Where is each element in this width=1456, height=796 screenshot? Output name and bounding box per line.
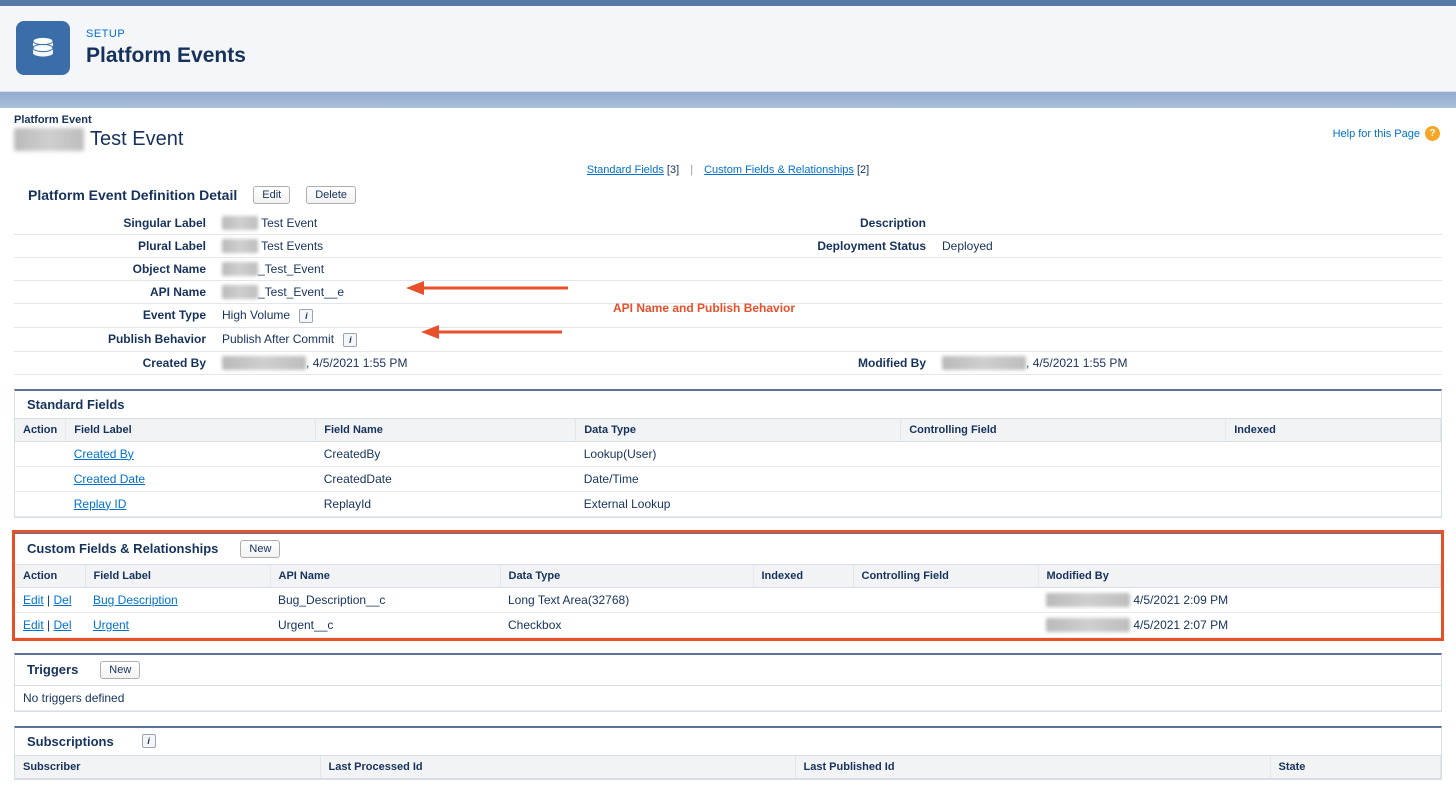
- col-last-published-id: Last Published Id: [795, 756, 1270, 779]
- publish-behavior-label: Publish Behavior: [14, 327, 214, 351]
- api-name-text: _Test_Event__e: [258, 285, 345, 299]
- jump-link-custom-fields[interactable]: Custom Fields & Relationships: [704, 164, 854, 176]
- col-subscriber: Subscriber: [15, 756, 320, 779]
- publish-behavior-value: [214, 327, 734, 351]
- col-api-name: API Name: [270, 565, 500, 588]
- api-name-label: API Name: [14, 281, 214, 304]
- custom-fields-table: [15, 565, 1441, 638]
- setup-header: [0, 0, 1456, 92]
- singular-label-text: Test Event: [261, 216, 318, 230]
- col-controlling-field: Controlling Field: [853, 565, 1038, 588]
- row-controlling-field: [853, 587, 1038, 612]
- table-header-row: [15, 419, 1441, 442]
- row-data-type: External Lookup: [576, 491, 901, 516]
- row-field-label[interactable]: [85, 612, 270, 637]
- jump-link-standard-fields-count: [3]: [666, 164, 680, 176]
- database-icon: [16, 21, 70, 75]
- row-indexed: [1226, 441, 1441, 466]
- created-by-label: Created By: [14, 351, 214, 374]
- standard-field-link[interactable]: Created Date: [73, 471, 146, 486]
- row-field-label[interactable]: [66, 441, 316, 466]
- setup-eyebrow: SETUP: [86, 27, 126, 40]
- triggers-title: Triggers: [27, 662, 79, 678]
- row-modified-by: [1038, 612, 1441, 637]
- subscriptions-title: Subscriptions: [27, 733, 114, 749]
- plural-label-label: Plural Label: [14, 235, 214, 258]
- row-action: [15, 466, 66, 491]
- subscriptions-info-icon[interactable]: i: [142, 734, 156, 748]
- delete-link[interactable]: Del: [53, 617, 72, 632]
- col-field-name: Field Name: [316, 419, 576, 442]
- triggers-header: [15, 655, 1441, 686]
- object-name-masked: [222, 262, 258, 276]
- row-field-name: CreatedDate: [316, 466, 576, 491]
- api-name-value: [214, 281, 734, 304]
- col-indexed: Indexed: [1226, 419, 1441, 442]
- triggers-section: [14, 653, 1442, 712]
- singular-label-value: [214, 212, 734, 235]
- help-icon: ?: [1425, 126, 1440, 141]
- action-separator: |: [47, 592, 51, 607]
- table-row: [15, 441, 1441, 466]
- page-title: Platform Events: [86, 43, 246, 67]
- row-controlling-field: [901, 441, 1226, 466]
- plural-label-text: Test Events: [261, 239, 324, 253]
- delete-button[interactable]: Delete: [306, 186, 356, 204]
- row-field-name: ReplayId: [316, 491, 576, 516]
- empty-label-4: [734, 327, 934, 351]
- row-modified-by-masked: [1046, 593, 1130, 607]
- publish-behavior-info-icon[interactable]: i: [343, 333, 357, 347]
- empty-value-2: [934, 281, 1442, 304]
- edit-link[interactable]: Edit: [23, 617, 44, 632]
- event-type-value: [214, 304, 734, 328]
- detail-row-created-by: [14, 351, 1442, 374]
- detail-table: [14, 212, 1442, 375]
- standard-fields-table: [15, 419, 1441, 517]
- triggers-empty-row: [15, 686, 1441, 711]
- detail-section-header: [14, 186, 1442, 212]
- empty-label-1: [734, 258, 934, 281]
- edit-link[interactable]: Edit: [23, 592, 44, 607]
- edit-button[interactable]: Edit: [253, 186, 290, 204]
- row-indexed: [1226, 466, 1441, 491]
- col-controlling-field: Controlling Field: [901, 419, 1226, 442]
- standard-fields-title: Standard Fields: [27, 396, 125, 412]
- empty-label-2: [734, 281, 934, 304]
- publish-behavior-text: Publish After Commit: [222, 331, 335, 346]
- detail-row-event-type: [14, 304, 1442, 328]
- empty-value-4: [934, 327, 1442, 351]
- standard-field-link[interactable]: Replay ID: [73, 496, 127, 511]
- custom-field-link[interactable]: Bug Description: [93, 592, 178, 607]
- modified-by-masked: [942, 356, 1026, 370]
- col-state: State: [1270, 756, 1441, 779]
- empty-value-1: [934, 258, 1442, 281]
- plural-label-value: [214, 235, 734, 258]
- plural-label-masked: [222, 239, 258, 253]
- annotation-text: API Name and Publish Behavior: [613, 301, 796, 315]
- row-field-label[interactable]: [66, 466, 316, 491]
- standard-field-link[interactable]: Created By: [73, 446, 134, 461]
- event-type-label: Event Type: [14, 304, 214, 328]
- col-field-label: Field Label: [85, 565, 270, 588]
- row-action: [15, 491, 66, 516]
- singular-label-label: Singular Label: [14, 212, 214, 235]
- detail-section-title: Platform Event Definition Detail: [28, 187, 238, 203]
- delete-link[interactable]: Del: [53, 592, 72, 607]
- custom-fields-header: [15, 534, 1441, 565]
- description-value: [934, 212, 1442, 235]
- modified-by-label: Modified By: [734, 351, 934, 374]
- help-link-label: Help for this Page: [1332, 127, 1420, 140]
- row-api-name: Urgent__c: [270, 612, 500, 637]
- standard-fields-section: [14, 389, 1442, 518]
- record-name: [14, 128, 1442, 151]
- row-field-label[interactable]: [66, 491, 316, 516]
- new-trigger-button[interactable]: New: [100, 661, 140, 679]
- standard-fields-header: [15, 391, 1441, 419]
- row-api-name: Bug_Description__c: [270, 587, 500, 612]
- table-row: [15, 491, 1441, 516]
- row-data-type: Date/Time: [576, 466, 901, 491]
- event-type-text: High Volume: [222, 308, 291, 322]
- row-indexed: [1226, 491, 1441, 516]
- subscriptions-section: [14, 726, 1442, 780]
- subscriptions-header: [15, 728, 1441, 756]
- empty-value-3: [934, 304, 1442, 328]
- created-by-text: , 4/5/2021 1:55 PM: [306, 355, 408, 370]
- description-label: Description: [734, 212, 934, 235]
- table-header-row: [15, 756, 1441, 779]
- row-action: [15, 441, 66, 466]
- modified-by-text: , 4/5/2021 1:55 PM: [1026, 355, 1128, 370]
- jump-links-separator: |: [690, 164, 694, 176]
- record-name-text: Test Event: [90, 128, 184, 150]
- col-indexed: Indexed: [753, 565, 853, 588]
- detail-row-object-name: [14, 258, 1442, 281]
- object-name-value: [214, 258, 734, 281]
- triggers-empty-text: No triggers defined: [15, 686, 1441, 711]
- new-custom-field-button[interactable]: New: [240, 540, 280, 558]
- col-field-label: Field Label: [66, 419, 316, 442]
- col-last-processed-id: Last Processed Id: [320, 756, 795, 779]
- col-data-type: Data Type: [576, 419, 901, 442]
- row-field-label[interactable]: [85, 587, 270, 612]
- col-action: Action: [15, 419, 66, 442]
- row-controlling-field: [901, 491, 1226, 516]
- col-data-type: Data Type: [500, 565, 753, 588]
- jump-links: [14, 160, 1442, 186]
- created-by-masked: [222, 356, 306, 370]
- table-row: [15, 587, 1441, 612]
- custom-fields-title: Custom Fields & Relationships: [27, 541, 219, 557]
- subscriptions-table: [15, 756, 1441, 779]
- row-data-type: Lookup(User): [576, 441, 901, 466]
- col-modified-by: Modified By: [1038, 565, 1441, 588]
- row-data-type: Checkbox: [500, 612, 753, 637]
- row-actions[interactable]: [15, 612, 85, 637]
- row-indexed: [753, 587, 853, 612]
- jump-link-custom-fields-count: [2]: [856, 164, 870, 176]
- header-banner-strip: [0, 92, 1456, 108]
- table-row: [15, 466, 1441, 491]
- detail-row-plural-label: [14, 235, 1442, 258]
- row-modified-by-masked: [1046, 618, 1130, 632]
- row-field-name: CreatedBy: [316, 441, 576, 466]
- row-controlling-field: [853, 612, 1038, 637]
- deployment-status-label: Deployment Status: [734, 235, 934, 258]
- row-modified-by-date: 4/5/2021 2:09 PM: [1133, 592, 1229, 607]
- detail-row-api-name: [14, 281, 1442, 304]
- triggers-table: [15, 686, 1441, 711]
- singular-label-masked: [222, 216, 258, 230]
- record-body: [0, 108, 1456, 796]
- custom-field-link[interactable]: Urgent: [93, 617, 130, 632]
- api-name-masked: [222, 285, 258, 299]
- detail-row-publish-behavior: [14, 327, 1442, 351]
- modified-by-value: [934, 351, 1442, 374]
- record-name-masked: [14, 128, 84, 151]
- table-row: [15, 612, 1441, 637]
- row-data-type: Long Text Area(32768): [500, 587, 753, 612]
- created-by-value: [214, 351, 734, 374]
- object-name-text: _Test_Event: [258, 262, 325, 276]
- row-controlling-field: [901, 466, 1226, 491]
- row-indexed: [753, 612, 853, 637]
- row-actions[interactable]: [15, 587, 85, 612]
- record-header: [14, 114, 1442, 160]
- event-type-info-icon[interactable]: i: [299, 309, 313, 323]
- action-separator: |: [47, 617, 51, 632]
- jump-link-standard-fields[interactable]: Standard Fields: [586, 164, 664, 176]
- record-type-label: Platform Event: [14, 114, 92, 126]
- custom-fields-section: [14, 532, 1442, 639]
- row-modified-by: [1038, 587, 1441, 612]
- help-for-this-page-link[interactable]: [1333, 126, 1440, 141]
- detail-row-singular-label: [14, 212, 1442, 235]
- table-header-row: [15, 565, 1441, 588]
- empty-label-3: [734, 304, 934, 328]
- row-modified-by-date: 4/5/2021 2:07 PM: [1133, 617, 1229, 632]
- object-name-label: Object Name: [14, 258, 214, 281]
- deployment-status-value: Deployed: [934, 235, 1442, 258]
- col-action: Action: [15, 565, 85, 588]
